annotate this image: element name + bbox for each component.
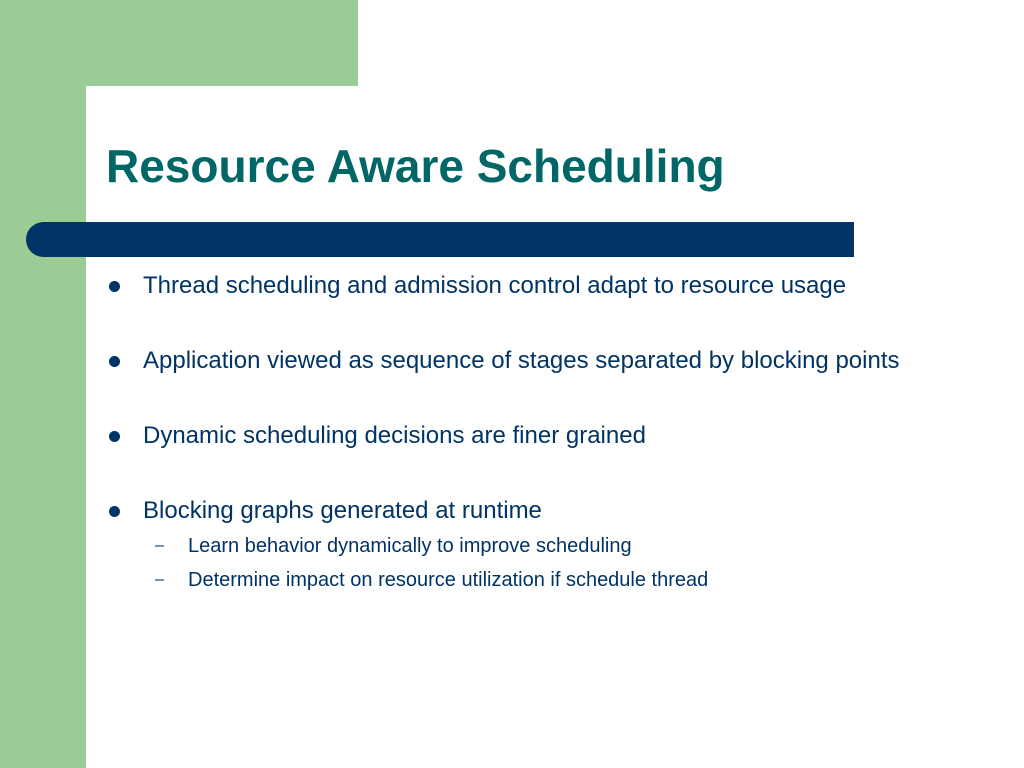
sub-bullet-item (143, 563, 916, 597)
bullet-item (106, 420, 916, 451)
bullet-text: Dynamic scheduling decisions are finer grained (143, 422, 646, 449)
bullet-list (106, 270, 916, 597)
title-divider-bar (26, 222, 854, 257)
bullet-dot-icon (109, 506, 120, 517)
bullet-dot-icon (109, 431, 120, 442)
green-corner-block (0, 0, 358, 86)
bullet-item (106, 270, 916, 301)
dash-marker-icon: – (155, 571, 164, 588)
sub-bullet-item (143, 529, 916, 563)
sub-bullet-text: Determine impact on resource utilization if schedule thread (188, 569, 709, 591)
sub-bullet-list (143, 529, 916, 597)
dash-marker-icon: – (155, 537, 164, 554)
bullet-dot-icon (109, 281, 120, 292)
green-side-strip (0, 0, 86, 768)
bullet-text: Thread scheduling and admission control adapt to resource usage (143, 272, 847, 299)
bullet-item (106, 495, 916, 597)
bullet-item (106, 345, 916, 376)
slide-title: Resource Aware Scheduling (106, 140, 725, 192)
bullet-text: Application viewed as sequence of stages separated by blocking points (143, 347, 900, 374)
bullet-dot-icon (109, 356, 120, 367)
sub-bullet-text: Learn behavior dynamically to improve scheduling (188, 535, 632, 557)
bullet-text: Blocking graphs generated at runtime (143, 497, 542, 524)
